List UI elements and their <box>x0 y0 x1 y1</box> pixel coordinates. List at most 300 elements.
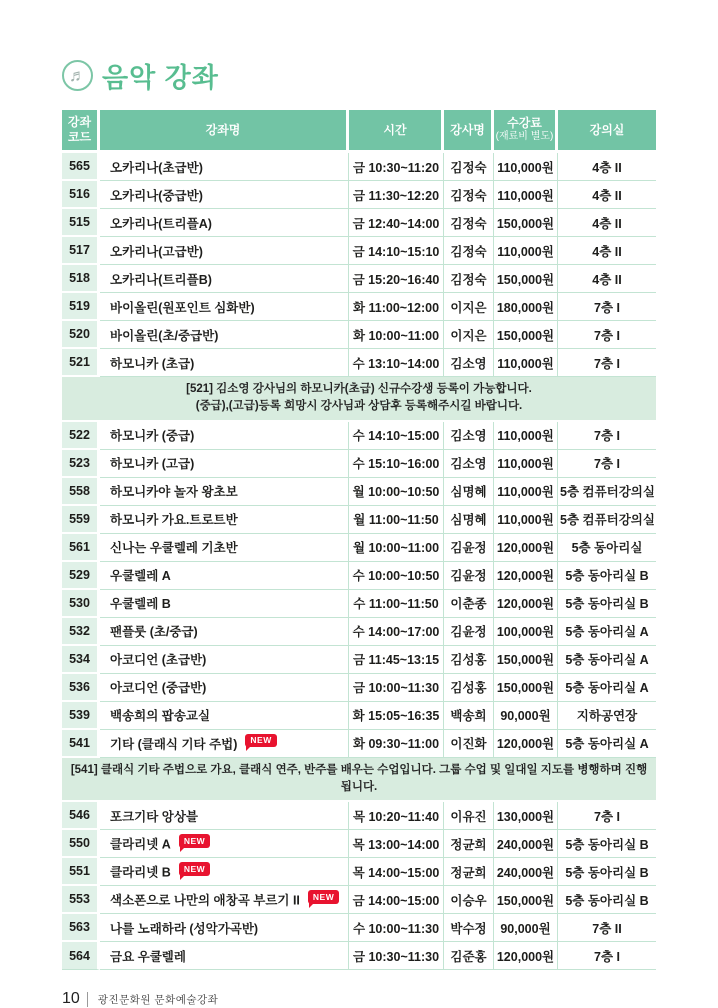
code-text: 565 <box>69 159 90 173</box>
time-text: 수 14:10~15:00 <box>352 429 440 443</box>
cell-room <box>558 450 656 478</box>
footer-text: 광진문화원 문화예술강좌 <box>97 993 219 1006</box>
time-text: 수 11:00~11:50 <box>353 597 439 611</box>
cell-room <box>558 321 656 349</box>
room-text: 4층 II <box>592 188 622 203</box>
name-text: 오카리나(고급반) <box>110 244 203 259</box>
cell-name <box>100 914 349 942</box>
cell-name <box>100 802 349 830</box>
cell-code <box>62 153 100 181</box>
room-text: 5층 동아리실 B <box>565 893 649 908</box>
time-text: 월 11:00~11:50 <box>353 513 439 527</box>
cell-time <box>349 590 444 618</box>
cell-name <box>100 450 349 478</box>
room-text: 5층 컴퓨터강의실 <box>560 485 655 499</box>
code-text: 551 <box>69 864 90 878</box>
time-text: 목 10:20~11:40 <box>352 809 440 824</box>
column-header-label: 수강료 <box>507 116 542 131</box>
room-text: 4층 II <box>592 272 622 287</box>
column-header-code <box>62 110 100 153</box>
name-text: 바이올린(초/중급반) <box>110 328 219 343</box>
time-text: 수 10:00~10:50 <box>352 569 440 583</box>
table-body <box>62 153 656 970</box>
table-row <box>62 506 656 534</box>
time-text: 금 14:10~15:10 <box>352 244 440 259</box>
code-text: 534 <box>69 651 90 666</box>
cell-room <box>558 293 656 321</box>
room-text: 7층 I <box>594 809 620 824</box>
cell-fee <box>494 237 558 265</box>
cell-room <box>558 830 656 858</box>
code-text: 564 <box>69 948 90 963</box>
code-text: 546 <box>69 808 90 822</box>
note-cell <box>62 758 656 803</box>
column-header-sublabel: (재료비 별도) <box>495 131 554 143</box>
cell-code <box>62 237 100 265</box>
cell-code <box>62 478 100 506</box>
cell-name <box>100 506 349 534</box>
cell-code <box>62 450 100 478</box>
instructor-text: 이지은 <box>450 300 487 315</box>
cell-time <box>349 349 444 377</box>
cell-fee <box>494 506 558 534</box>
time-text: 월 10:00~10:50 <box>352 485 440 499</box>
instructor-text: 백송희 <box>450 709 487 723</box>
cell-time <box>349 265 444 293</box>
cell-name <box>100 674 349 702</box>
cell-code <box>62 293 100 321</box>
room-text: 4층 II <box>592 244 622 259</box>
table-row <box>62 730 656 758</box>
column-header-label: 강사명 <box>450 122 485 137</box>
room-text: 7층 I <box>594 356 620 371</box>
cell-room <box>558 802 656 830</box>
cell-code <box>62 886 100 914</box>
note-line: [521] 김소영 강사님의 하모니카(초급) 신규수강생 등록이 가능합니다. <box>186 383 532 395</box>
room-text: 5층 동아리실 B <box>565 865 649 880</box>
cell-time <box>349 534 444 562</box>
table-row <box>62 858 656 886</box>
room-text: 5층 동아리실 A <box>565 737 649 751</box>
cell-code <box>62 702 100 730</box>
name-text: 하모니카 (중급) <box>110 429 195 443</box>
cell-name <box>100 153 349 181</box>
cell-time <box>349 646 444 674</box>
cell-name <box>100 702 349 730</box>
cell-fee <box>494 349 558 377</box>
table-row <box>62 422 656 450</box>
cell-room <box>558 265 656 293</box>
time-text: 수 14:00~17:00 <box>352 625 440 639</box>
cell-room <box>558 153 656 181</box>
instructor-text: 김윤정 <box>450 541 487 555</box>
cell-code <box>62 506 100 534</box>
cell-code <box>62 830 100 858</box>
cell-instructor <box>444 153 494 181</box>
room-text: 5층 동아리실 A <box>565 625 649 639</box>
fee-text: 150,000원 <box>496 893 555 908</box>
time-text: 화 10:00~11:00 <box>352 328 440 343</box>
table-row <box>62 153 656 181</box>
instructor-text: 김성홍 <box>450 653 487 667</box>
instructor-text: 김소영 <box>450 356 487 371</box>
time-text: 월 10:00~11:00 <box>352 541 440 555</box>
instructor-text: 김윤정 <box>450 625 487 639</box>
code-text: 522 <box>69 427 90 442</box>
name-text: 하모니카야 놀자 왕초보 <box>110 485 238 499</box>
column-header-label: 강의실 <box>589 122 625 137</box>
cell-code <box>62 674 100 702</box>
instructor-text: 김소영 <box>450 457 487 471</box>
cell-name <box>100 858 349 886</box>
name-text: 클라리넷 A <box>110 837 171 852</box>
instructor-text: 김윤정 <box>450 569 487 583</box>
note-line: [541] 클래식 기타 주법으로 가요, 클래식 연주, 반주를 배우는 수업입니다. 그룹 수업 및 일대일 지도를 병행하며 진행됩니다. <box>70 763 648 793</box>
cell-fee <box>494 562 558 590</box>
cell-room <box>558 730 656 758</box>
name-text: 오카리나(초급반) <box>110 160 203 175</box>
cell-instructor <box>444 534 494 562</box>
cell-time <box>349 478 444 506</box>
cell-code <box>62 590 100 618</box>
instructor-text: 심명혜 <box>450 513 487 527</box>
time-text: 금 12:40~14:00 <box>352 216 440 231</box>
cell-instructor <box>444 914 494 942</box>
music-note-icon: ♬ <box>62 60 93 91</box>
code-text: 517 <box>69 243 90 257</box>
cell-code <box>62 209 100 237</box>
cell-name <box>100 646 349 674</box>
cell-instructor <box>444 830 494 858</box>
cell-name <box>100 422 349 450</box>
code-text: 558 <box>69 483 90 498</box>
cell-fee <box>494 646 558 674</box>
column-header-fee <box>494 110 558 153</box>
fee-text: 150,000원 <box>496 272 555 287</box>
cell-room <box>558 618 656 646</box>
cell-instructor <box>444 730 494 758</box>
cell-name <box>100 181 349 209</box>
cell-room <box>558 702 656 730</box>
new-badge: NEW <box>245 734 276 748</box>
cell-fee <box>494 321 558 349</box>
table-row <box>62 942 656 970</box>
cell-room <box>558 422 656 450</box>
name-text: 바이올린(원포인트 심화반) <box>110 300 255 315</box>
cell-code <box>62 562 100 590</box>
cell-instructor <box>444 618 494 646</box>
room-text: 5층 컴퓨터강의실 <box>560 513 655 527</box>
cell-name <box>100 478 349 506</box>
room-text: 4층 II <box>592 160 622 175</box>
cell-instructor <box>444 321 494 349</box>
cell-time <box>349 181 444 209</box>
code-text: 516 <box>69 187 90 201</box>
cell-time <box>349 506 444 534</box>
column-header-label: 시간 <box>383 122 407 137</box>
table-row <box>62 886 656 914</box>
time-text: 화 15:05~16:35 <box>352 709 440 723</box>
fee-text: 150,000원 <box>496 653 555 667</box>
instructor-text: 정균희 <box>450 837 487 852</box>
fee-text: 150,000원 <box>496 216 555 231</box>
fee-text: 120,000원 <box>496 569 555 583</box>
time-text: 목 13:00~14:00 <box>352 837 440 852</box>
cell-fee <box>494 450 558 478</box>
note-line: (중급),(고급)등록 희망시 강사님과 상담후 등록해주시길 바랍니다. <box>195 400 523 413</box>
fee-text: 130,000원 <box>496 809 555 824</box>
cell-room <box>558 858 656 886</box>
cell-time <box>349 914 444 942</box>
time-text: 수 15:10~16:00 <box>352 457 440 471</box>
table-row <box>62 590 656 618</box>
room-text: 5층 동아리실 A <box>565 681 649 695</box>
code-text: 553 <box>69 892 90 906</box>
room-text: 7층 I <box>594 300 620 315</box>
cell-instructor <box>444 181 494 209</box>
name-text: 팬플룻 (초/중급) <box>110 625 198 639</box>
table-row <box>62 914 656 942</box>
instructor-text: 박수정 <box>450 921 487 936</box>
code-text: 520 <box>69 327 90 341</box>
instructor-text: 김성홍 <box>450 681 487 695</box>
column-header-label: 강좌명 <box>205 122 241 137</box>
cell-time <box>349 237 444 265</box>
cell-code <box>62 646 100 674</box>
page-footer <box>62 990 656 1008</box>
cell-fee <box>494 830 558 858</box>
room-text: 5층 동아리실 B <box>565 569 649 583</box>
name-text: 오카리나(트리플A) <box>110 216 212 231</box>
code-text: 530 <box>69 595 90 610</box>
cell-time <box>349 674 444 702</box>
name-text: 신나는 우쿨렐레 기초반 <box>110 541 238 555</box>
fee-text: 150,000원 <box>496 328 555 343</box>
cell-code <box>62 914 100 942</box>
note-cell <box>62 377 656 422</box>
cell-instructor <box>444 886 494 914</box>
table-row <box>62 293 656 321</box>
fee-text: 100,000원 <box>496 625 555 639</box>
room-text: 지하공연장 <box>576 709 638 723</box>
table-row <box>62 321 656 349</box>
instructor-text: 김정숙 <box>450 272 487 287</box>
cell-name <box>100 293 349 321</box>
time-text: 금 10:30~11:20 <box>352 160 440 175</box>
fee-text: 120,000원 <box>496 737 555 751</box>
cell-code <box>62 730 100 758</box>
fee-text: 90,000원 <box>500 709 551 723</box>
cell-time <box>349 942 444 970</box>
instructor-text: 이춘종 <box>450 597 487 611</box>
fee-text: 110,000원 <box>497 513 554 527</box>
cell-fee <box>494 730 558 758</box>
cell-instructor <box>444 562 494 590</box>
name-text: 아코디언 (초급반) <box>110 653 207 667</box>
cell-name <box>100 534 349 562</box>
cell-fee <box>494 590 558 618</box>
cell-room <box>558 209 656 237</box>
column-header-room <box>558 110 656 153</box>
cell-name <box>100 209 349 237</box>
instructor-text: 심명혜 <box>450 485 487 499</box>
cell-instructor <box>444 293 494 321</box>
cell-room <box>558 942 656 970</box>
fee-text: 240,000원 <box>496 865 555 880</box>
cell-fee <box>494 181 558 209</box>
cell-time <box>349 858 444 886</box>
cell-instructor <box>444 858 494 886</box>
code-text: 519 <box>69 299 90 313</box>
instructor-text: 김정숙 <box>450 188 487 203</box>
name-text: 클라리넷 B <box>110 865 171 880</box>
cell-instructor <box>444 942 494 970</box>
cell-instructor <box>444 349 494 377</box>
note-row <box>62 758 656 803</box>
table-row <box>62 802 656 830</box>
cell-name <box>100 830 349 858</box>
room-text: 4층 II <box>592 216 622 231</box>
cell-time <box>349 730 444 758</box>
cell-time <box>349 153 444 181</box>
name-text: 하모니카 가요.트로트반 <box>110 513 238 527</box>
table-row <box>62 830 656 858</box>
code-text: 541 <box>69 735 90 750</box>
cell-room <box>558 562 656 590</box>
cell-room <box>558 506 656 534</box>
cell-name <box>100 237 349 265</box>
room-text: 5층 동아리실 A <box>565 653 649 667</box>
column-header-time <box>349 110 444 153</box>
time-text: 금 10:00~11:30 <box>352 681 440 695</box>
fee-text: 120,000원 <box>496 949 555 964</box>
fee-text: 90,000원 <box>500 921 551 936</box>
table-row <box>62 618 656 646</box>
cell-time <box>349 886 444 914</box>
table-row <box>62 478 656 506</box>
cell-code <box>62 618 100 646</box>
footer-divider <box>87 992 88 1007</box>
cell-room <box>558 886 656 914</box>
instructor-text: 김소영 <box>450 429 487 443</box>
cell-time <box>349 802 444 830</box>
cell-name <box>100 349 349 377</box>
fee-text: 240,000원 <box>496 837 555 852</box>
course-table <box>62 110 656 970</box>
cell-instructor <box>444 802 494 830</box>
cell-time <box>349 209 444 237</box>
cell-fee <box>494 534 558 562</box>
cell-fee <box>494 802 558 830</box>
cell-room <box>558 478 656 506</box>
cell-room <box>558 237 656 265</box>
table-row <box>62 237 656 265</box>
table-row <box>62 562 656 590</box>
cell-fee <box>494 942 558 970</box>
new-badge: NEW <box>179 834 210 848</box>
table-row <box>62 181 656 209</box>
new-badge: NEW <box>179 862 210 876</box>
cell-name <box>100 562 349 590</box>
cell-time <box>349 562 444 590</box>
fee-text: 180,000원 <box>496 300 555 315</box>
page-title: 음악 강좌 <box>102 63 219 93</box>
cell-name <box>100 942 349 970</box>
room-text: 7층 II <box>592 921 622 936</box>
table-row <box>62 349 656 377</box>
name-text: 우쿨렐레 A <box>110 569 171 583</box>
cell-room <box>558 646 656 674</box>
table-row <box>62 646 656 674</box>
fee-text: 110,000원 <box>497 429 554 443</box>
name-text: 우쿨렐레 B <box>110 597 171 611</box>
table-row <box>62 209 656 237</box>
cell-time <box>349 450 444 478</box>
instructor-text: 이지은 <box>450 328 487 343</box>
cell-code <box>62 534 100 562</box>
cell-instructor <box>444 590 494 618</box>
code-text: 529 <box>69 567 90 582</box>
cell-instructor <box>444 674 494 702</box>
page-number: 10 <box>62 990 80 1007</box>
cell-room <box>558 181 656 209</box>
cell-code <box>62 858 100 886</box>
cell-room <box>558 674 656 702</box>
cell-code <box>62 422 100 450</box>
cell-fee <box>494 293 558 321</box>
time-text: 금 10:30~11:30 <box>352 949 440 964</box>
cell-fee <box>494 422 558 450</box>
instructor-text: 이유진 <box>450 809 487 824</box>
cell-instructor <box>444 702 494 730</box>
code-text: 521 <box>69 355 90 369</box>
code-text: 550 <box>69 836 90 850</box>
cell-time <box>349 321 444 349</box>
name-text: 나를 노래하라 (성악가곡반) <box>110 921 259 936</box>
room-text: 5층 동아리실 B <box>565 837 649 852</box>
cell-code <box>62 942 100 970</box>
time-text: 화 11:00~12:00 <box>352 300 440 315</box>
cell-code <box>62 349 100 377</box>
table-row <box>62 702 656 730</box>
room-text: 7층 I <box>594 429 620 443</box>
cell-fee <box>494 702 558 730</box>
table-header <box>62 110 656 153</box>
fee-text: 120,000원 <box>496 541 555 555</box>
fee-text: 110,000원 <box>497 160 554 175</box>
cell-name <box>100 265 349 293</box>
name-text: 기타 (클래식 기타 주법) <box>110 737 238 752</box>
code-text: 539 <box>69 707 90 722</box>
cell-instructor <box>444 237 494 265</box>
time-text: 화 09:30~11:00 <box>352 737 440 751</box>
name-text: 금요 우쿨렐레 <box>110 949 186 964</box>
table-row <box>62 534 656 562</box>
cell-name <box>100 618 349 646</box>
cell-code <box>62 321 100 349</box>
column-header-instructor <box>444 110 494 153</box>
name-text: 하모니카 (고급) <box>110 457 195 471</box>
fee-text: 110,000원 <box>497 485 554 499</box>
cell-instructor <box>444 506 494 534</box>
name-text: 포크기타 앙상블 <box>110 809 198 824</box>
name-text: 오카리나(중급반) <box>110 188 203 203</box>
cell-instructor <box>444 450 494 478</box>
code-text: 563 <box>69 920 90 934</box>
cell-fee <box>494 209 558 237</box>
code-text: 532 <box>69 623 90 638</box>
cell-code <box>62 181 100 209</box>
